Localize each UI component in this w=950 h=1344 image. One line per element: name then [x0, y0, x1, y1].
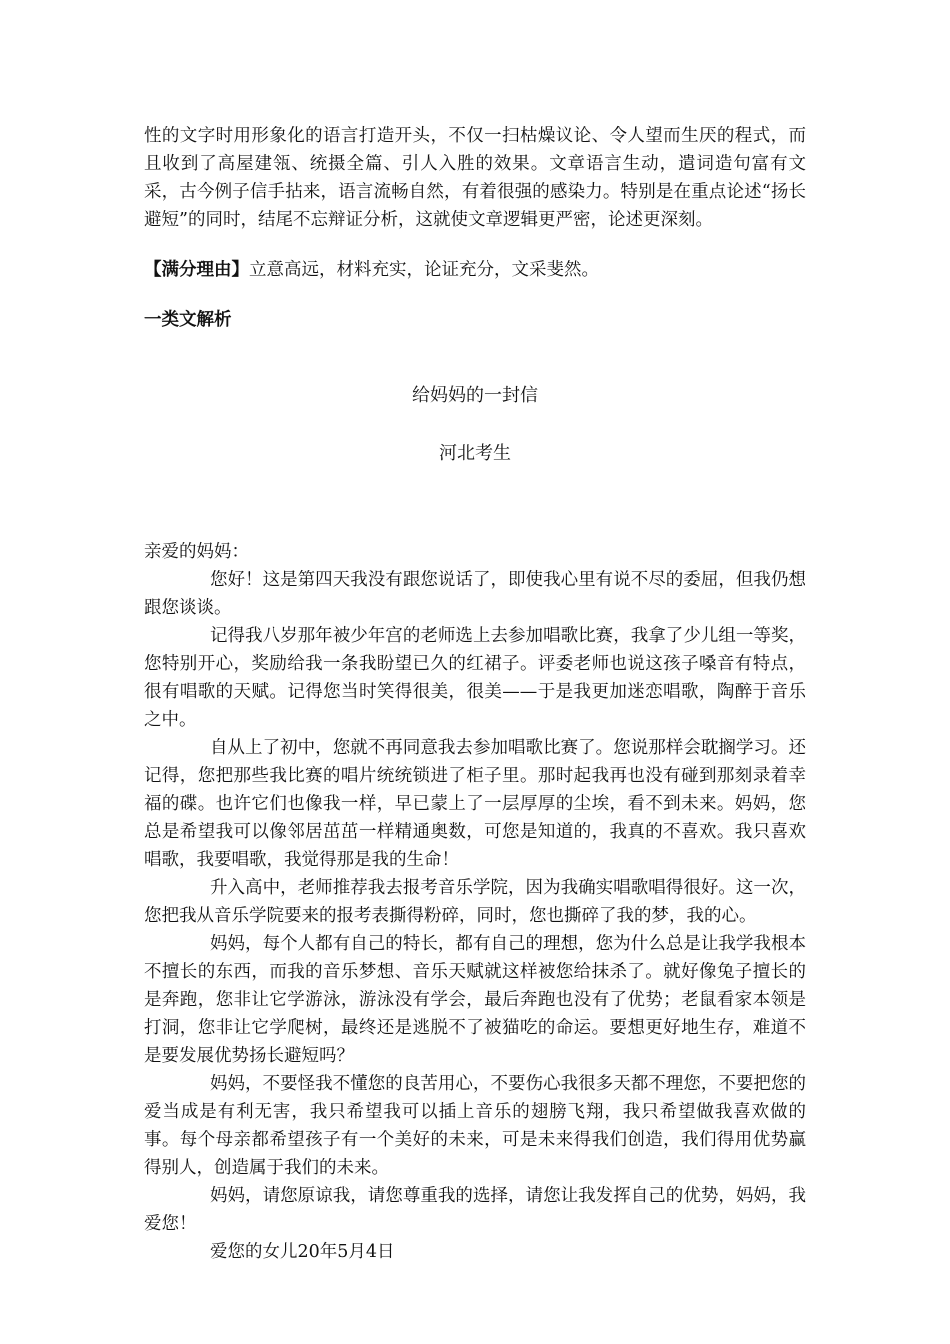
- letter-salutation: 亲爱的妈妈：: [144, 542, 249, 562]
- letter-signature: 爱您的女儿20年5月4日: [210, 1242, 395, 1262]
- letter-paragraph: 记得我八岁那年被少年宫的老师选上去参加唱歌比赛，我拿了少儿组一等奖，您特别开心，奖励给我一条我盼望已久的红裙子。评委老师也说这孩子嗓音有特点，很有唱歌的天赋。记得您当时笑得很美，很美——于是我更加迷恋唱歌，陶醉于音乐之中。: [144, 626, 806, 730]
- letter-paragraph: 妈妈，不要怪我不懂您的良苦用心，不要伤心我很多天都不理您，不要把您的爱当成是有利无害，我只希望我可以插上音乐的翅膀飞翔，我只希望做我喜欢做的事。每个母亲都希望孩子有一个美好的未来，可是未来得我们创造，我们得用优势赢得别人，创造属于我们的未来。: [144, 1074, 806, 1178]
- essay-author: 河北考生: [439, 443, 511, 464]
- letter-paragraph: 妈妈，请您原谅我，请您尊重我的选择，请您让我发挥自己的优势，妈妈，我爱您！: [144, 1186, 806, 1234]
- letter-paragraph: 妈妈，每个人都有自己的特长，都有自己的理想，您为什么总是让我学我根本不擅长的东西，而我的音乐梦想、音乐天赋就这样被您给抹杀了。就好像兔子擅长的是奔跑，您非让它学游泳，游泳没有学会，最后奔跑也没有了优势；老鼠看家本领是打洞，您非让它学爬树，最终还是逃脱不了被猫吃的命运。要想更好地生存，难道不是要发展优势扬长避短吗？: [144, 934, 806, 1066]
- letter-paragraph: 您好！这是第四天我没有跟您说话了，即使我心里有说不尽的委屈，但我仍想跟您谈谈。: [144, 570, 806, 618]
- full-score-paragraph: [144, 256, 806, 284]
- commentary-paragraph: 性的文字时用形象化的语言打造开头，不仅一扫枯燥议论、令人望而生厌的程式，而且收到了高屋建瓴、统摄全篇、引人入胜的效果。文章语言生动，遣词造句富有文采，古今例子信手拈来，语言流畅自然，有着很强的感染力。特别是在重点论述“扬长避短”的同时，结尾不忘辩证分析，这就使文章逻辑更严密，论述更深刻。: [144, 126, 806, 230]
- essay-title: 给妈妈的一封信: [412, 385, 538, 406]
- letter-paragraph: 升入高中，老师推荐我去报考音乐学院，因为我确实唱歌唱得很好。这一次，您把我从音乐学院要来的报考表撕得粉碎，同时，您也撕碎了我的梦，我的心。: [144, 878, 806, 926]
- full-score-label: 【满分理由】: [144, 260, 249, 280]
- section-heading: 一类文解析: [144, 310, 232, 330]
- full-score-text: 立意高远，材料充实，论证充分，文采斐然。: [249, 260, 599, 280]
- letter-paragraph: 自从上了初中，您就不再同意我去参加唱歌比赛了。您说那样会耽搁学习。还记得，您把那些我比赛的唱片统统锁进了柜子里。那时起我再也没有碰到那刻录着幸福的碟。也许它们也像我一样，早已蒙上了一层厚厚的尘埃，看不到未来。妈妈，您总是希望我可以像邻居茁茁一样精通奥数，可您是知道的，我真的不喜欢。我只喜欢唱歌，我要唱歌，我觉得那是我的生命！: [144, 738, 806, 870]
- document-page: [144, 122, 806, 1266]
